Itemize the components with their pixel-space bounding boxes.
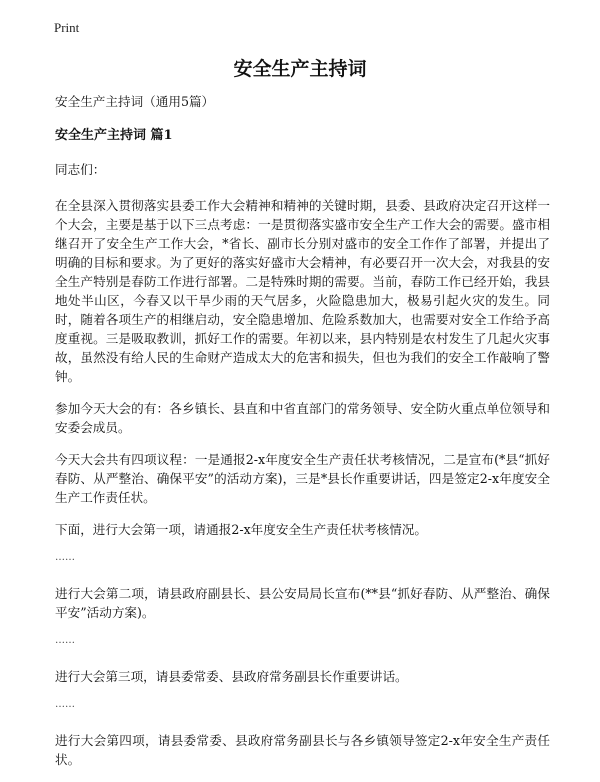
print-link[interactable]: Print: [54, 20, 80, 35]
paragraph-item-3: 进行大会第三项，请县委常委、县政府常务副县长作重要讲话。: [55, 669, 408, 684]
ellipsis-separator: ……: [55, 635, 75, 646]
ellipsis-separator: ……: [55, 552, 75, 563]
paragraph-item-2: 进行大会第二项，请县政府副县长、县公安局局长宣布(**县“抓好春防、从严整治、确保平安”活动方案)。: [55, 586, 550, 620]
page-title: 安全生产主持词: [233, 58, 367, 80]
document-body: [55, 92, 550, 782]
document-subtitle: 安全生产主持词（通用5篇）: [55, 94, 215, 109]
paragraph-item-4: 进行大会第四项，请县委常委、县政府常务副县长与各乡镇领导签定2-x年安全生产责任状。: [55, 733, 550, 767]
paragraph-intro: 在全县深入贯彻落实县委工作大会精神和精神的关键时期，县委、县政府决定召开这样一个大会，主要是基于以下三点考虑：一是贯彻落实盛市安全生产工作大会的需要。盛市相继召开了安全生产工作大会，*省长、副市长分别对盛市的安全工作作了部署，并提出了明确的目标和要求。为了更好的落实好盛市大会精神，有必要召开一次大会，对我县的安全生产特别是春防工作进行部署。二是特殊时期的需要。当前，春防工作已经开始，我县地处半山区，今春又以干旱少雨的天气居多，火险隐患加大，极易引起火灾的发生。同时，随着各项生产的相继启动，安全隐患增加、危险系数加大，也需要对安全工作给予高度重视。三是吸取教训，抓好工作的需要。年初以来，县内特别是农村发生了几起火灾事故，虽然没有给人民的生命财产造成太大的危害和损失，但也为我们的安全工作敲响了警钟。: [55, 198, 550, 384]
greeting: 同志们：: [55, 162, 106, 177]
ellipsis-separator: ……: [55, 699, 75, 710]
paragraph-agenda: 今天大会共有四项议程：一是通报2-x年度安全生产责任状考核情况，二是宣布(*县“抓好春防、从严整治、确保平安”的活动方案)，三是*县长作重要讲话，四是签定2-x年度安全生产工作责任状。: [55, 452, 550, 505]
paragraph-item-1: 下面，进行大会第一项，请通报2-x年度安全生产责任状考核情况。: [55, 522, 427, 537]
paragraph-attendees: 参加今天大会的有：各乡镇长、县直和中省直部门的常务领导、安全防火重点单位领导和安委会成员。: [55, 401, 550, 435]
section-heading: 安全生产主持词 篇1: [55, 128, 173, 143]
